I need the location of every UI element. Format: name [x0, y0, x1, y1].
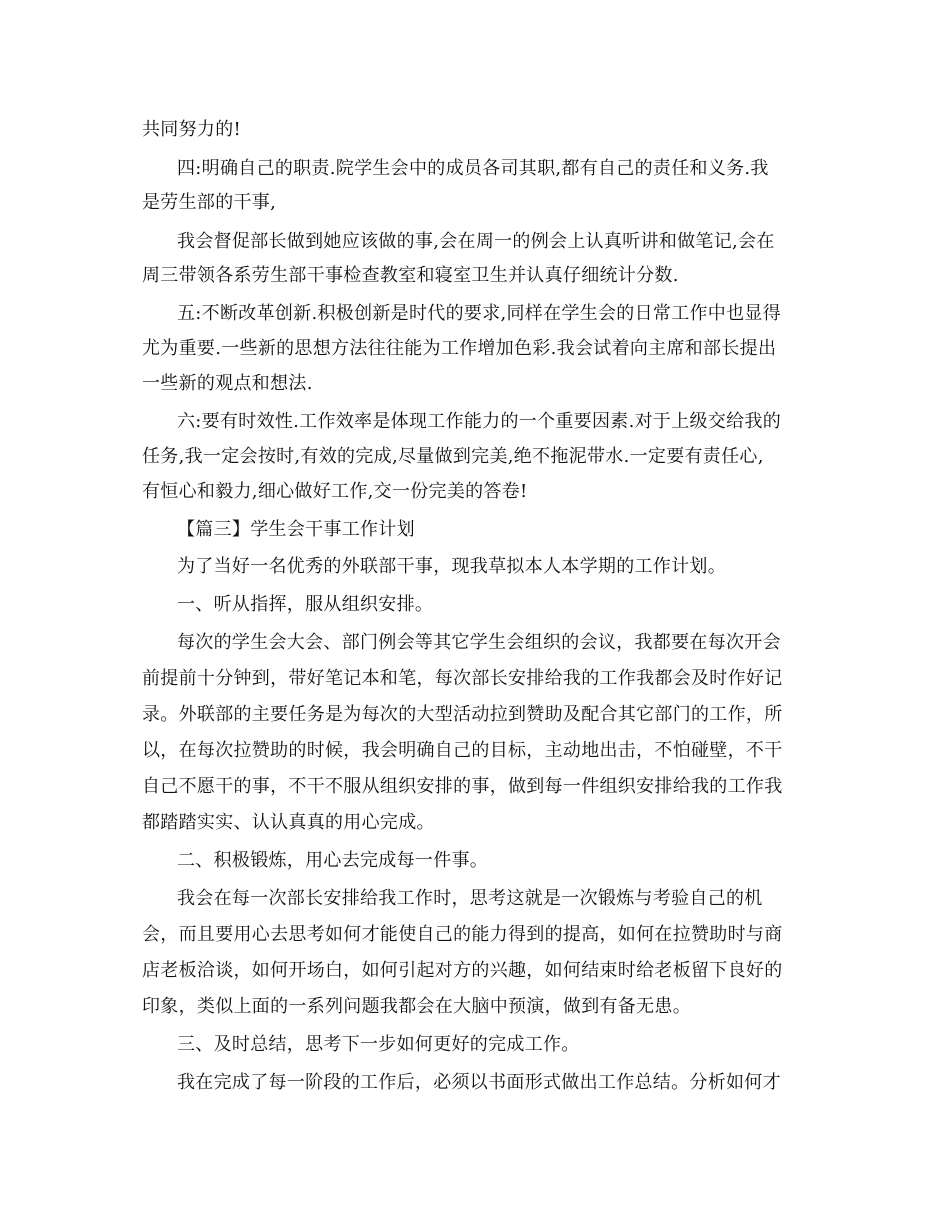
text-line: 以，在每次拉赞助的时候，我会明确自己的目标，主动地出击，不怕碰壁，不干	[142, 740, 783, 761]
paragraph-6-line: 六:要有时效性.工作效率是体现工作能力的一个重要因素.对于上级交给我的	[177, 411, 782, 432]
text-line: 前提前十分钟到，带好笔记本和笔，每次部长安排给我的工作我都会及时作好记	[142, 668, 783, 689]
text-line: 周三带领各系劳生部干事检查教室和寝室卫生并认真仔细统计分数.	[142, 265, 679, 286]
text-line: 我会在每一次部长安排给我工作时，思考这就是一次锻炼与考验自己的机	[177, 888, 763, 909]
text-line: 一些新的观点和想法.	[142, 373, 313, 394]
section-heading: 【篇三】学生会干事工作计划	[177, 519, 415, 540]
text-line: 是劳生部的干事,	[142, 192, 277, 213]
text-line: 任务,我一定会按时,有效的完成,尽量做到完美,绝不拖泥带水.一定要有责任心,	[142, 446, 764, 467]
subheading-2: 二、积极锻炼，用心去完成每一件事。	[177, 850, 489, 871]
text-line: 为了当好一名优秀的外联部干事，现我草拟本人本学期的工作计划。	[177, 556, 726, 577]
text-line: 都踏踏实实、认认真真的用心完成。	[142, 812, 435, 833]
text-line: 自己不愿干的事，不干不服从组织安排的事，做到每一件组织安排给我的工作我	[142, 776, 783, 797]
text-line: 我在完成了每一阶段的工作后，必须以书面形式做出工作总结。分析如何才	[177, 1072, 781, 1093]
text-line: 每次的学生会大会、部门例会等其它学生会组织的会议，我都要在每次开会	[177, 632, 781, 653]
paragraph-5-line: 五:不断改革创新.积极创新是时代的要求,同样在学生会的日常工作中也显得	[177, 303, 782, 324]
text-line: 我会督促部长做到她应该做的事,会在周一的例会上认真听讲和做笔记,会在	[177, 231, 775, 252]
subheading-3: 三、及时总结，思考下一步如何更好的完成工作。	[177, 1034, 580, 1055]
text-line: 有恒心和毅力,细心做好工作,交一份完美的答卷!	[142, 481, 528, 502]
paragraph-4-line: 四:明确自己的职责.院学生会中的成员各司其职,都有自己的责任和义务.我	[177, 158, 769, 179]
text-line: 会，而且要用心去思考如何才能使自己的能力得到的提高，如何在拉赞助时与商	[142, 924, 783, 945]
text-line: 店老板洽谈，如何开场白，如何引起对方的兴趣，如何结束时给老板留下良好的	[142, 960, 783, 981]
subheading-1: 一、听从指挥，服从组织安排。	[177, 594, 434, 615]
text-line: 录。外联部的主要任务是为每次的大型活动拉到赞助及配合其它部门的工作，所	[142, 704, 783, 725]
text-line: 尤为重要.一些新的思想方法往往能为工作增加色彩.我会试着向主席和部长提出	[142, 338, 777, 359]
text-line: 共同努力的!	[142, 119, 242, 140]
text-line: 印象，类似上面的一系列问题我都会在大脑中预演，做到有备无患。	[142, 996, 691, 1017]
